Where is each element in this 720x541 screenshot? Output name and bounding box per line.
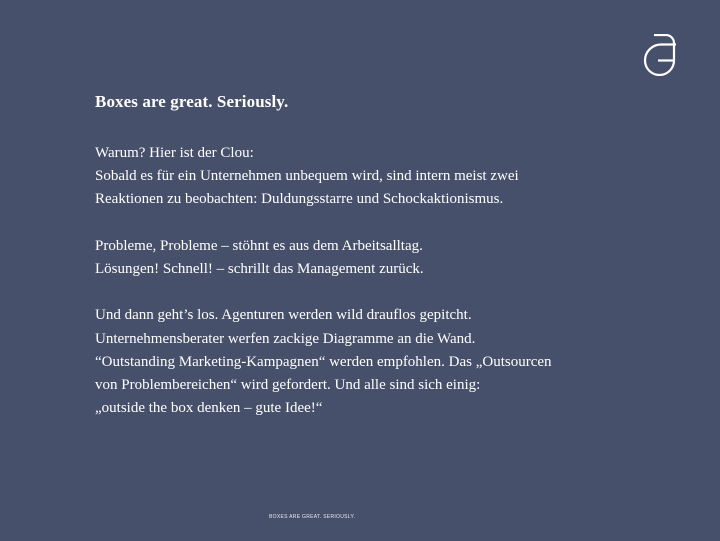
body-line: Sobald es für ein Unternehmen unbequem wird, sind intern meist zwei (95, 168, 519, 185)
slide-body (95, 142, 552, 420)
body-line: Und dann geht’s los. Agenturen werden wild drauflos gepitcht. (95, 307, 472, 324)
paragraph-gap (95, 281, 552, 304)
body-line: Lösungen! Schnell! – schrillt das Management zurück. (95, 260, 424, 277)
slide-heading: Boxes are great. Seriously. (95, 92, 289, 111)
slide-footer: BOXES ARE GREAT. SERIOUSLY. (269, 514, 356, 520)
body-line: „outside the box denken – gute Idee!“ (95, 400, 323, 417)
body-line: Unternehmensberater werfen zackige Diagramme an die Wand. (95, 330, 476, 347)
body-line: von Problembereichen“ wird gefordert. Und alle sind sich einig: (95, 376, 481, 393)
paragraph-gap (95, 212, 552, 235)
body-line: “Outstanding Marketing-Kampagnen“ werden empfohlen. Das „Outsourcen (95, 353, 552, 370)
brand-logo-icon (643, 34, 677, 76)
body-line: Warum? Hier ist der Clou: (95, 145, 254, 161)
body-line: Probleme, Probleme – stöhnt es aus dem Arbeitsalltag. (95, 237, 423, 254)
body-line: Reaktionen zu beobachten: Duldungsstarre und Schockaktionismus. (95, 191, 504, 208)
